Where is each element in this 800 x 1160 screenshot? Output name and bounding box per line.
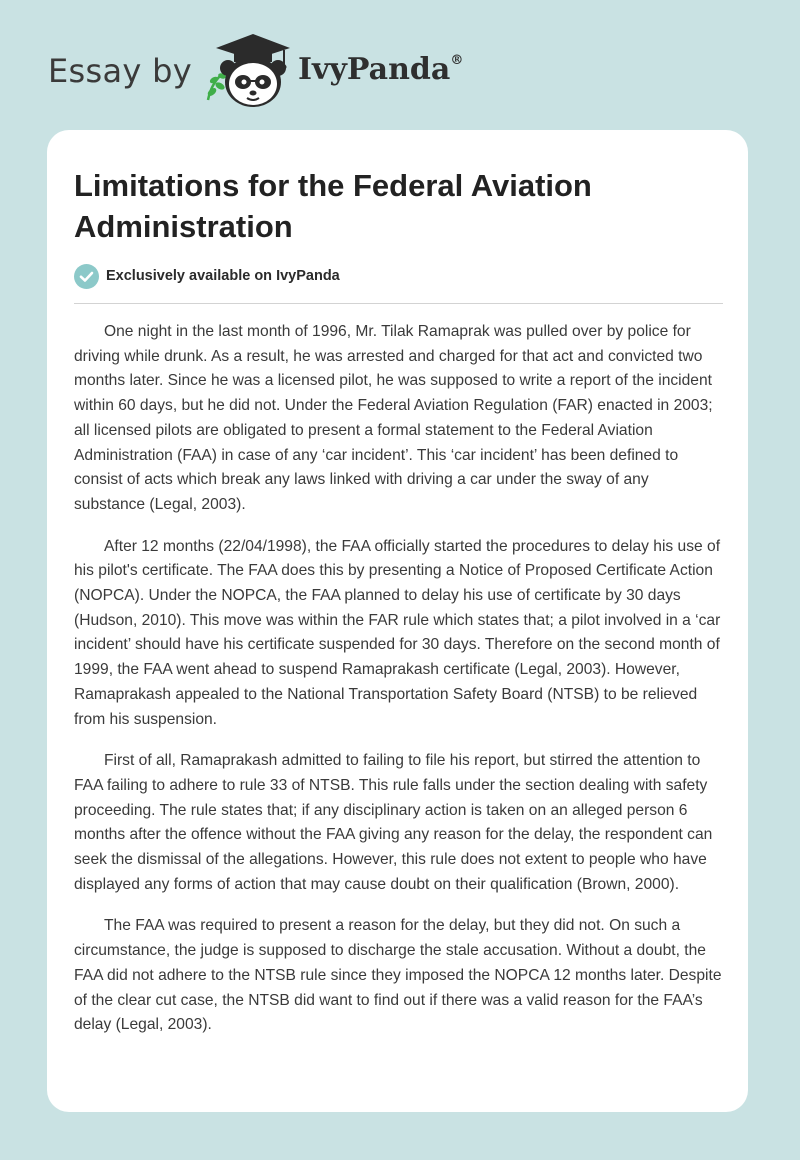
paragraph: First of all, Ramaprakash admitted to failing to file his report, but stirred the attention to FAA failing to adhere to rule 33 of NTSB. This rule falls under the section dealing with safety proceeding. The rule states that; if any disciplinary action is taken on an alleged person 6 months after the offence without the FAA giving any reason for the delay, the respondent can seek the dismissal of the allegations. However, this rule does not extent to people who have displayed any forms of action that may cause doubt on their qualification (Brown, 2000). <box>74 752 713 893</box>
essay-card <box>47 130 748 1112</box>
paragraph: After 12 months (22/04/1998), the FAA officially started the procedures to delay his use of his pilot's certificate. The FAA does this by presenting a Notice of Proposed Certificate Action (NOPCA). Under the NOPCA, the FAA planned to delay his use of certificate by 30 days (Hudson, 2010). This move was within the FAR rule which states that; a pilot involved in a ‘car incident’ should have his certificate suspended for 30 days. Therefore on the second month of 1999, the FAA went ahead to suspend Ramaprakash certificate (Legal, 2003). However, Ramaprakash appealed to the National Transportation Safety Board (NTSB) to be relieved from his suspension. <box>74 537 721 728</box>
divider <box>74 303 723 304</box>
paragraph: The FAA was required to present a reason for the delay, but they did not. On such a circumstance, the judge is supposed to discharge the stale accusation. Without a doubt, the FAA did not adhere to the NTSB rule since they imposed the NOPCA 12 months later. Despite of the clear cut case, the NTSB did want to find out if there was a valid reason for the FAA’s delay (Legal, 2003). <box>74 917 722 1034</box>
essay-body <box>74 320 724 1055</box>
brand-logo-text[interactable]: IvyPanda® <box>298 52 464 87</box>
panda-graduation-cap-icon[interactable] <box>200 30 292 110</box>
site-header <box>0 0 800 130</box>
exclusive-badge-label: Exclusively available on IvyPanda <box>106 268 340 284</box>
page-title: Limitations for the Federal Aviation Administration <box>74 168 592 244</box>
paragraph: One night in the last month of 1996, Mr. Tilak Ramaprak was pulled over by police for driving while drunk. As a result, he was arrested and charged for that act and convicted two months later. Since he was a licensed pilot, he was supposed to write a report of the incident within 60 days, but he did not. Under the Federal Aviation Regulation (FAR) enacted in 2003; all licensed pilots are obligated to present a formal statement to the Federal Aviation Administration (FAA) in case of any ‘car incident’. This ‘car incident’ has been defined to consist of acts which break any laws linked with driving a car under the sway of any substance (Legal, 2003). <box>74 323 713 513</box>
check-circle-icon <box>74 264 99 289</box>
essay-by-label: Essay by <box>48 52 192 90</box>
